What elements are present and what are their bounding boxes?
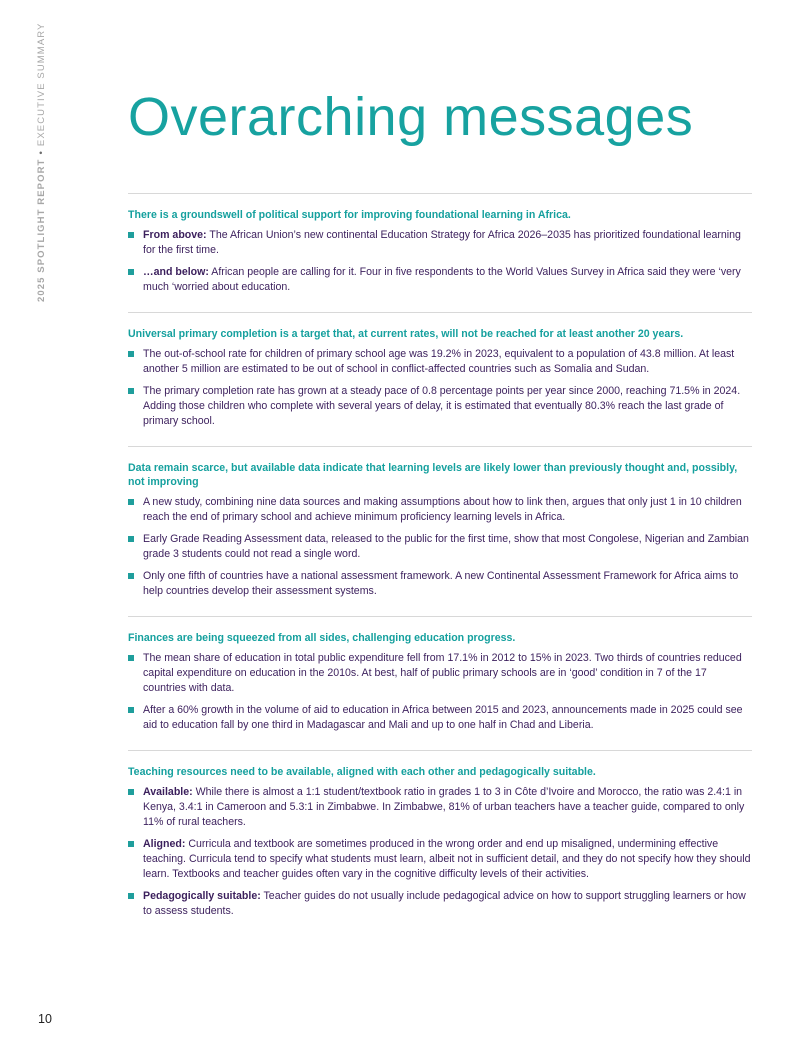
bullet-text: The African Union’s new continental Education Strategy for Africa 2026–2035 has prioritized foundational learning for the first time. <box>143 229 741 256</box>
bullet-item <box>128 384 752 429</box>
bullet-square-icon <box>128 655 134 661</box>
bullet-list <box>128 651 752 733</box>
bullet-text: Early Grade Reading Assessment data, released to the public for the first time, show that most Congolese, Nigerian and Zambian grade 3 students could not read a single word. <box>143 533 749 560</box>
bullet-lead: Aligned: <box>143 838 186 850</box>
bullet-lead: Pedagogically suitable: <box>143 890 261 902</box>
section-heading: Teaching resources need to be available, aligned with each other and pedagogically suitable. <box>128 766 596 778</box>
bullet-item <box>128 532 752 562</box>
bullet-lead: …and below: <box>143 266 209 278</box>
bullet-item <box>128 569 752 599</box>
bullet-item <box>128 889 752 919</box>
bullet-item <box>128 495 752 525</box>
bullet-square-icon <box>128 841 134 847</box>
bullet-text: The out-of-school rate for children of primary school age was 19.2% in 2023, equivalent to a population of 43.8 million. At least another 5 million are estimated to be out of school in conflict-affected countries such as Somalia and Sudan. <box>143 348 735 375</box>
bullet-list <box>128 228 752 295</box>
bullet-item <box>128 703 752 733</box>
section-political-support <box>128 193 752 312</box>
bullet-square-icon <box>128 269 134 275</box>
bullet-square-icon <box>128 388 134 394</box>
section-teaching-resources <box>128 750 752 936</box>
bullet-text: The mean share of education in total public expenditure fell from 17.1% in 2012 to 15% in 2023. Two thirds of countries reduced capital expenditure on education in the 2010s. At best, half of public primary schools are in ‘good’ condition in 7 of the 17 countries with data. <box>143 652 742 694</box>
bullet-item <box>128 837 752 882</box>
bullet-text: Only one fifth of countries have a national assessment framework. A new Continental Assessment Framework for Africa aims to help countries develop their assessment systems. <box>143 570 739 597</box>
bullet-square-icon <box>128 536 134 542</box>
bullet-square-icon <box>128 893 134 899</box>
section-primary-completion <box>128 312 752 446</box>
bullet-square-icon <box>128 789 134 795</box>
section-learning-data <box>128 446 752 616</box>
bullet-text: A new study, combining nine data sources and making assumptions about how to link then, argues that only just 1 in 10 children reach the end of primary school and achieve minimum proficiency learning levels in Africa. <box>143 496 742 523</box>
bullet-item <box>128 651 752 696</box>
page-title: Overarching messages <box>128 87 694 147</box>
bullet-text: Teacher guides do not usually include pedagogical advice on how to support struggling learners or how to assess students. <box>143 890 746 917</box>
section-heading: Data remain scarce, but available data indicate that learning levels are likely lower than previously thought and, possibly, not improving <box>128 462 738 488</box>
section-finances <box>128 616 752 750</box>
bullet-item <box>128 228 752 258</box>
bullet-lead: Available: <box>143 786 193 798</box>
section-heading: Finances are being squeezed from all sides, challenging education progress. <box>128 632 516 644</box>
bullet-square-icon <box>128 573 134 579</box>
section-heading: Universal primary completion is a target that, at current rates, will not be reached for at least another 20 years. <box>128 328 684 340</box>
bullet-list <box>128 347 752 429</box>
bullet-text: African people are calling for it. Four in five respondents to the World Values Survey in Africa said they were ‘very much ‘worried about education. <box>143 266 741 293</box>
bullet-square-icon <box>128 232 134 238</box>
messages-content <box>128 193 752 936</box>
bullet-text: Curricula and textbook are sometimes produced in the wrong order and end up misaligned, undermining effective teaching. Curricula tend to specify what students must learn, albeit not in sufficient detail, and they do not specify how they should learn. Textbooks and teacher guides often vary in the cognitive difficulty levels of their activities. <box>143 838 751 880</box>
bullet-text: After a 60% growth in the volume of aid to education in Africa between 2015 and 2023, announcements made in 2025 could see aid to education fall by one third in Madagascar and Mali and up to one half in Chad and Liberia. <box>143 704 743 731</box>
report-label: 2025 SPOTLIGHT REPORT <box>36 158 47 302</box>
bullet-item <box>128 265 752 295</box>
section-label: EXECUTIVE SUMMARY <box>36 22 47 147</box>
separator-dot: • <box>36 150 47 155</box>
bullet-square-icon <box>128 351 134 357</box>
bullet-item <box>128 347 752 377</box>
bullet-list <box>128 495 752 599</box>
bullet-list <box>128 785 752 919</box>
bullet-text: The primary completion rate has grown at a steady pace of 0.8 percentage points per year since 2000, reaching 71.5% in 2024. Adding those children who complete with several years of delay, it is estimated that eventually 80.3% reach the last grade of primary school. <box>143 385 741 427</box>
bullet-text: While there is almost a 1:1 student/textbook ratio in grades 1 to 3 in Côte d’Ivoire and Morocco, the ratio was 2.4:1 in Kenya, 3.4:1 in Cameroon and 5.3:1 in Zimbabwe. In Zimbabwe, 81% of urban teachers have a teacher guide, compared to only 11% of rural teachers. <box>143 786 745 828</box>
page-number: 10 <box>38 1012 52 1026</box>
side-running-header <box>36 22 50 308</box>
bullet-square-icon <box>128 499 134 505</box>
section-heading: There is a groundswell of political support for improving foundational learning in Africa. <box>128 209 571 221</box>
bullet-item <box>128 785 752 830</box>
bullet-lead: From above: <box>143 229 207 241</box>
bullet-square-icon <box>128 707 134 713</box>
